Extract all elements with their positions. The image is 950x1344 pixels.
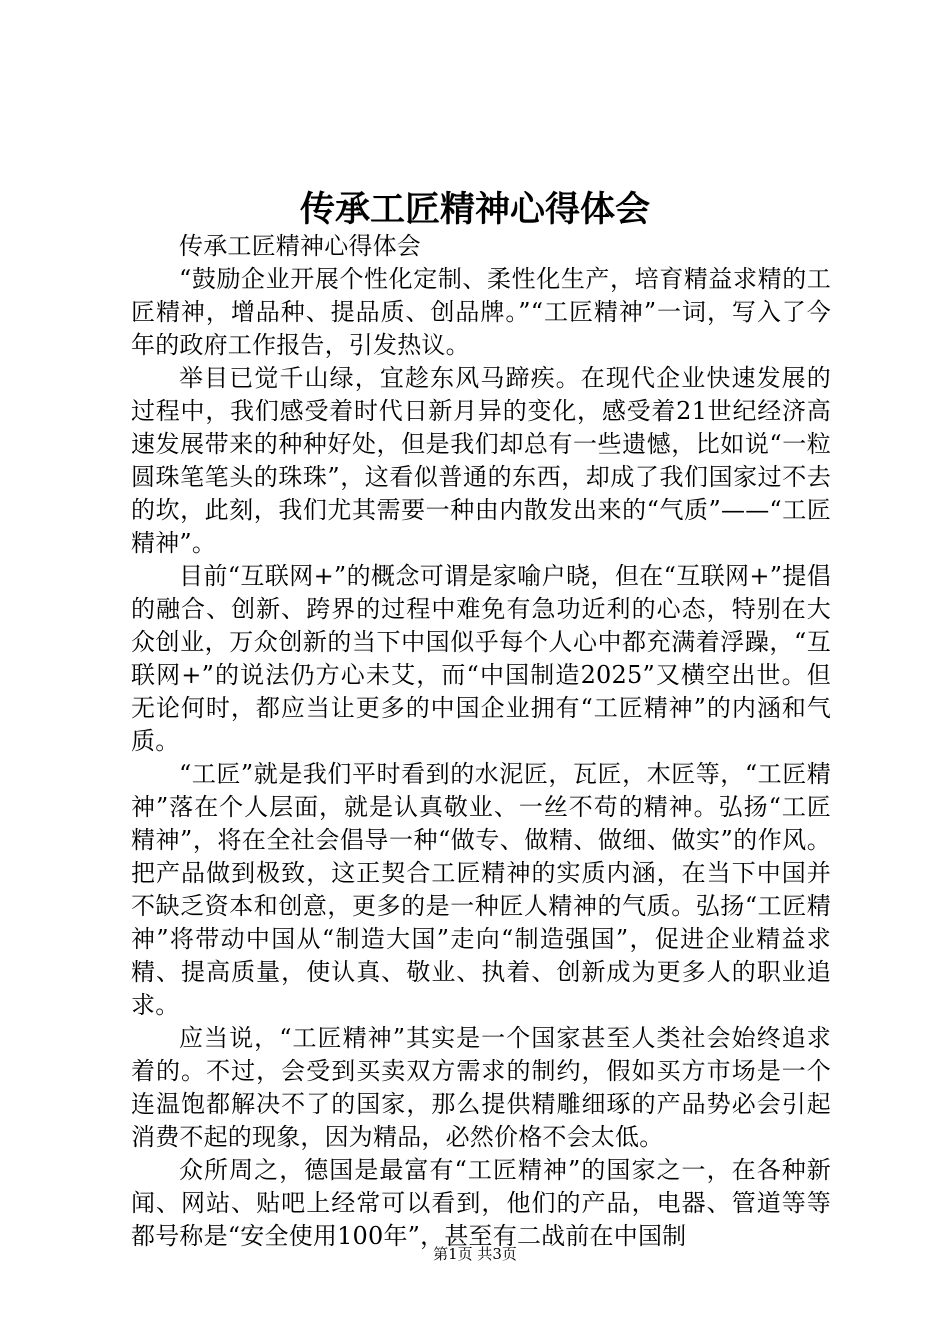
paragraph: 举目已觉千山绿，宜趁东风马蹄疾。在现代企业快速发展的过程中，我们感受着时代日新月异的变化，感受着21世纪经济高速发展带来的种种好处，但是我们却总有一些遗憾，比如说“一粒圆珠笔笔头的珠珠”，这看似普通的东西，却成了我们国家过不去的坎，此刻，我们尤其需要一种由内散发出来的“气质”——“工匠精神”。 xyxy=(131,364,831,557)
paragraph: “鼓励企业开展个性化定制、柔性化生产，培育精益求精的工匠精神，增品种、提品质、创品牌。”“工匠精神”一词，写入了今年的政府工作报告，引发热议。 xyxy=(131,265,831,359)
paragraph-subtitle: 传承工匠精神心得体会 xyxy=(179,232,421,260)
paragraph: 目前“互联网+”的概念可谓是家喻户晓，但在“互联网+”提倡的融合、创新、跨界的过程中难免有急功近利的心态，特别在大众创业，万众创新的当下中国似乎每个人心中都充满着浮躁，“互联网+”的说法仍方心未艾，而“中国制造2025”又横空出世。但无论何时，都应当让更多的中国企业拥有“工匠精神”的内涵和气质。 xyxy=(131,562,831,755)
page-number-footer: 第1页 共3页 xyxy=(433,1245,517,1263)
paragraph: 众所周之，德国是最富有“工匠精神”的国家之一，在各种新闻、网站、贴吧上经常可以看到，他们的产品，电器、管道等等都号称是“安全使用100年”，甚至有二战前在中国制 xyxy=(131,1156,831,1250)
paragraph: 应当说，“工匠精神”其实是一个国家甚至人类社会始终追求着的。不过，会受到买卖双方需求的制约，假如买方市场是一个连温饱都解决不了的国家，那么提供精雕细琢的产品势必会引起消费不起的现象，因为精品，必然价格不会太低。 xyxy=(131,1024,831,1151)
document-body xyxy=(131,230,831,1253)
document-title: 传承工匠精神心得体会 xyxy=(299,189,650,230)
paragraph: “工匠”就是我们平时看到的水泥匠，瓦匠，木匠等，“工匠精神”落在个人层面，就是认真敬业、一丝不苟的精神。弘扬“工匠精神”，将在全社会倡导一种“做专、做精、做细、做实”的作风。把产品做到极致，这正契合工匠精神的实质内涵，在当下中国并不缺乏资本和创意，更多的是一种匠人精神的气质。弘扬“工匠精神”将带动中国从“制造大国”走向“制造强国”，促进企业精益求精、提高质量，使认真、敬业、执着、创新成为更多人的职业追求。 xyxy=(131,760,831,1019)
